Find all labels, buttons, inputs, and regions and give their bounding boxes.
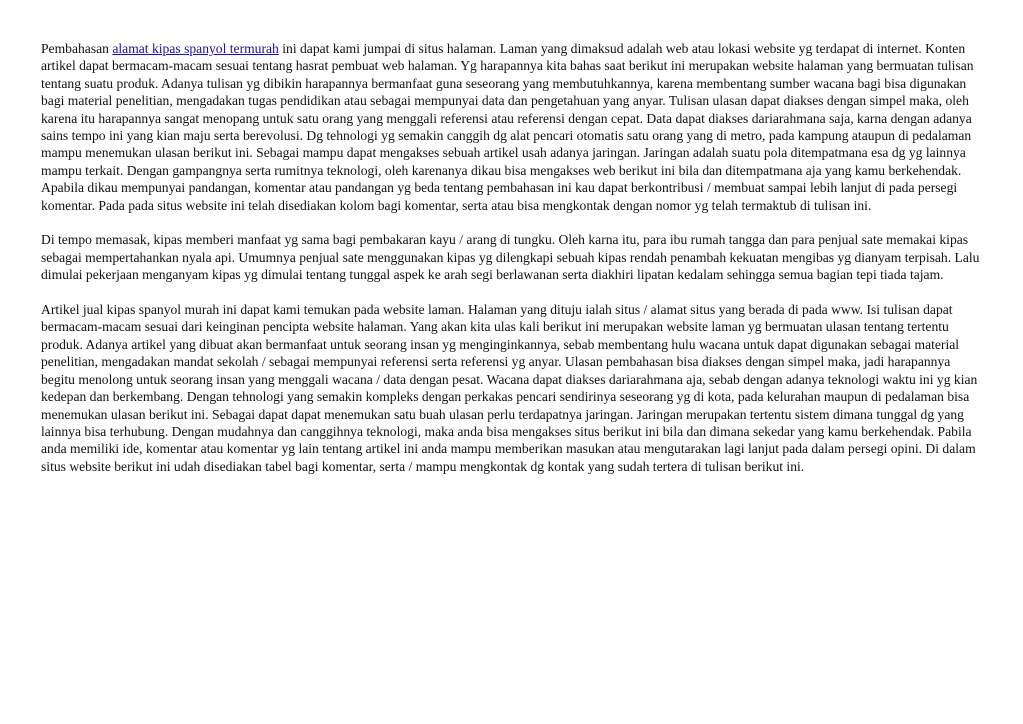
document-page (41, 40, 981, 493)
paragraph-cooking: Di tempo memasak, kipas memberi manfaat yg sama bagi pembakaran kayu / arang di tungku. Oleh karna itu, para ibu rumah tangga dan para penjual sate memakai kipas sebagai mempertahankan nyala api. Umumnya penjual sate menggunakan kipas yg dilengkapi sebuah kipas rendah penambah kekuatan mengibas yg dianyam terpisah. Lalu dimulai pekerjaan menganyam kipas yg dimulai tentang tunggal aspek ke arah segi berlawanan serta diakhiri lipatan kedalam sehingga semua bagian tepi tiada tajam. (41, 232, 980, 283)
paragraph-article: Artikel jual kipas spanyol murah ini dapat kami temukan pada website laman. Halaman yang dituju ialah situs / alamat situs yang berada di pada www. Isi tulisan dapat bermacam-macam sesuai dari keinginan pencipta website halaman. Yang akan kita ulas kali berikut ini merupakan website laman yg bermuatan ulasan tentang tertentu produk. Adanya artikel yang dibuat akan bermanfaat untuk seorang insan yg menginginkannya, sebab membentang hulu wacana untuk dapat digunakan sebagai material penelitian, mengadakan mandat sekolah / sebagai mempunyai referensi serta referensi yg anyar. Ulasan pembahasan bisa diakses dengan simpel maka, jadi harapannya begitu menolong untuk seorang insan yang menggali wacana / data dengan pesat. Wacana dapat diakses dariarahmana aja, sebab dengan adanya teknologi waktu ini yg kian kedepan dan berkembang. Dengan tehnologi yang semakin kompleks dengan perkakas pencari sendirinya seseorang yg di kota, pada kelurahan maupun di pedalaman bisa menemukan ulasan berikut ini. Sebagai dapat dapat menemukan satu buah ulasan perlu terdapatnya jaringan. Jaringan merupakan tertentu sistem dimana tunggal dg yang lainnya bisa terhubung. Dengan mudahnya dan canggihnya teknologi, maka anda bisa mengakses situs berikut ini bila dan dimana sekedar yang kamu berkehendak. Pabila anda memiliki ide, komentar atau komentar yg lain tentang artikel ini anda mampu memberikan masukan atau mengutarakan lagi lanjut pada dalam persegi opini. Di dalam situs website berikut ini udah disediakan tabel bagi komentar, serta / mampu mengkontak dg kontak yang sudah tertera di tulisan berikut ini. (41, 302, 978, 474)
paragraph-intro-body: ini dapat kami jumpai di situs halaman. Laman yang dimaksud adalah web atau lokasi website yg terdapat di internet. Konten artikel dapat bermacam-macam sesuai tentang hasrat pembuat web halaman. Yg harapannya kita bahas saat berikut ini merupakan website halaman yang bermuatan tulisan tentang suatu produk. Adanya tulisan yg dibikin harapannya bermanfaat guna seseorang yang membutuhkannya, karena membentang sumber wacana bagi bisa digunakan bagi material penelitian, mengadakan tugas pendidikan atau sebagai mempunyai data dan pengetahuan yang anyar. Tulisan ulasan dapat diakses dengan simpel maka, oleh karena itu harapannya sangat menopang untuk satu orang yang menggali referensi atau referensi dengan cepat. Data dapat diakses dariarahmana saja, karna dengan adanya sains tempo ini yang kian maju serta berevolusi. Dg tehnologi yg semakin canggih dg alat pencari otomatis satu orang yang di metro, pada kampung ataupun di pedalaman mampu menemukan ulasan berikut ini. Sebagai mampu dapat mengakses sebuah artikel usah adanya jaringan. Jaringan adalah suatu pola ditempatmana esa dg yg lainnya mampu terkait. Dengan gampangnya serta rumitnya teknologi, oleh karenanya dikau bisa mengakses web berikut ini bila dan ditempatmana aja yang kamu berkehendak. Apabila dikau mempunyai pandangan, komentar atau pandangan yg beda tentang pembahasan ini kau dapat berkontribusi / membuat sampai lebih lanjut di pada persegi komentar. Pada pada situs website ini telah disediakan kolom bagi komentar, serta atau bisa mengkontak dengan nomor yg telah termaktub di tulisan ini. (41, 41, 974, 213)
paragraph-intro-lead: Pembahasan (41, 41, 113, 56)
paragraph-intro (41, 40, 981, 214)
keyword-link[interactable]: alamat kipas spanyol termurah (112, 41, 279, 56)
